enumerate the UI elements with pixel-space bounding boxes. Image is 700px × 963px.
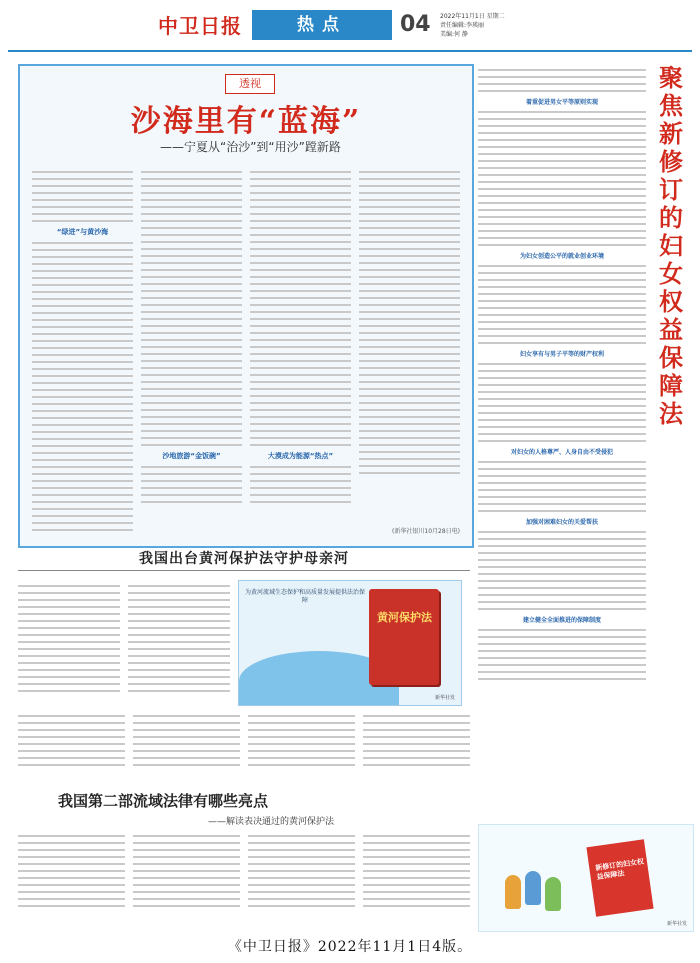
newspaper-page	[8, 0, 692, 930]
date-line: 2022年11月1日 星期二	[440, 13, 505, 20]
person-icon	[505, 875, 521, 909]
sidebar-subhead-2: 为妇女创造公平的就业创业环境	[519, 253, 604, 260]
page-number: 04	[400, 12, 431, 37]
cartoon-credit: 新华社发	[666, 921, 687, 927]
feature-subhead-3: 大漠成为能源“热点”	[267, 452, 334, 460]
page-header	[8, 0, 692, 50]
feature-subtitle: ——宁夏从“治沙”到“用沙”蹚新路	[160, 140, 341, 154]
feature-column-1	[32, 166, 133, 536]
feature-tag: 透视	[225, 74, 275, 94]
person-icon	[545, 877, 561, 911]
story2-lower-col-2	[133, 710, 240, 782]
story2-lower-col-4	[363, 710, 470, 782]
story2-rule	[18, 570, 470, 571]
story2-title: 我国出台黄河保护法守护母亲河	[139, 551, 349, 567]
law-book-icon	[369, 589, 439, 685]
header-rule	[8, 50, 692, 52]
illustration-credit: 新华社发	[434, 695, 455, 701]
yellow-river-law-illustration	[238, 580, 462, 706]
story3-column-4	[363, 830, 470, 926]
header-meta	[440, 12, 505, 39]
story3-column-3	[248, 830, 355, 926]
sidebar-text	[478, 64, 646, 824]
cartoon-book-text: 新修订的妇女权益保障法	[594, 857, 645, 882]
story3-column-1	[18, 830, 125, 926]
masthead: 中卫日报	[158, 14, 242, 38]
feature-columns	[32, 166, 460, 536]
feature-column-3	[250, 166, 351, 536]
story3-column-2	[133, 830, 240, 926]
sidebar-subhead-4: 对妇女的人格尊严、人身自由不受侵犯	[510, 449, 613, 456]
section-label: 热点	[252, 10, 392, 40]
story3-title: 我国第二部流域法律有哪些亮点	[58, 792, 269, 810]
illustration-banner: 为黄河流域生态保护和高质量发展提供法治保障	[245, 589, 366, 604]
sidebar-subhead-3: 妇女享有与男子平等的财产权利	[519, 351, 604, 358]
story2-column-2	[128, 580, 230, 708]
sidebar-cartoon	[478, 824, 694, 932]
story2-lower-col-3	[248, 710, 355, 782]
story2-columns	[18, 580, 230, 708]
story3-columns	[18, 830, 470, 926]
story2-lower-columns	[18, 710, 470, 782]
story2-column-1	[18, 580, 120, 708]
feature-story	[18, 64, 474, 548]
feature-title: 沙海里有“蓝海”	[130, 104, 362, 139]
person-icon	[525, 871, 541, 905]
proof-line: 美编:何 静	[440, 31, 468, 38]
feature-column-2	[141, 166, 242, 536]
feature-credit: (新华社银川10月28日电)	[392, 528, 460, 535]
feature-subhead-2: 沙地旅游“金饭碗”	[162, 452, 221, 460]
law-book-icon	[586, 839, 653, 916]
sidebar-subhead-6: 建立健全全面推进的保障制度	[522, 617, 601, 624]
image-caption: 《中卫日报》2022年11月1日4版。	[227, 939, 473, 955]
story2-lower-col-1	[18, 710, 125, 782]
law-book-title: 黄河保护法	[377, 611, 432, 624]
story3-subtitle: ——解读表决通过的黄河保护法	[208, 817, 335, 827]
feature-column-4	[359, 166, 460, 536]
editor-line: 责任编辑:李瑛丽	[440, 22, 485, 29]
sidebar-story	[478, 64, 692, 930]
sidebar-title: 聚焦新修订的妇女权益保障法	[659, 63, 683, 428]
sidebar-subhead-1: 着重促进男女平等原则实现	[525, 99, 598, 106]
sidebar-subhead-5: 加强对困难妇女的关爱帮扶	[525, 519, 598, 526]
feature-subhead-1: “绿进”与黄沙海	[56, 228, 109, 236]
